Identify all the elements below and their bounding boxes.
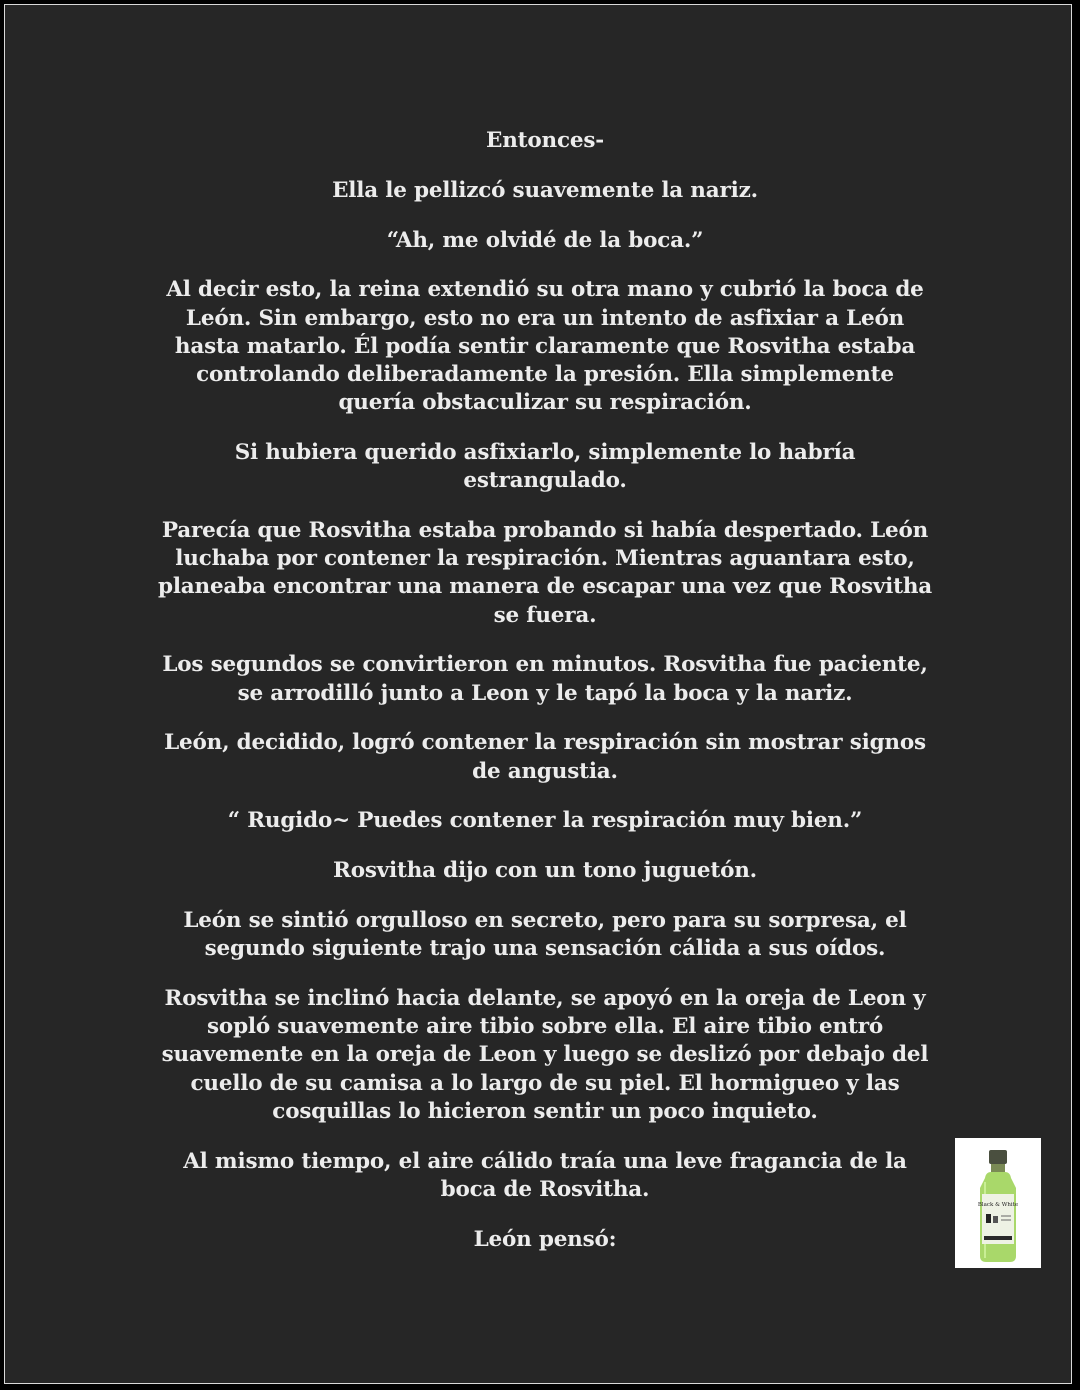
paragraph: Al mismo tiempo, el aire cálido traía una leve fragancia de la boca de Rosvitha.	[183, 1148, 907, 1202]
document-page	[4, 4, 1072, 1384]
paragraph: León pensó:	[473, 1226, 617, 1252]
paragraph: León se sintió orgulloso en secreto, pero para su sorpresa, el segundo siguiente trajo una sensación cálida a sus oídos.	[183, 908, 907, 962]
paragraph: Parecía que Rosvitha estaba probando si había despertado. León luchaba por contener la respiración. Mientras aguantara esto, planeaba encontrar una manera de escapar una vez que Rosvitha se fuera.	[157, 518, 933, 628]
paragraph: Al decir esto, la reina extendió su otra mano y cubrió la boca de León. Sin embargo, esto no era un intento de asfixiar a León hasta matarlo. Él podía sentir claramente que Rosvitha estaba controlando deliberadamente la presión. Ella simplemente quería obstaculizar su respiración.	[166, 277, 924, 416]
paragraph: Entonces-	[486, 128, 604, 153]
paragraph: “ Rugido~ Puedes contener la respiración muy bien.”	[227, 808, 863, 834]
brand-label: Black & White	[977, 1202, 1019, 1208]
paragraph: Los segundos se convirtieron en minutos. Rosvitha fue paciente, se arrodilló junto a Leon y le tapó la boca y la nariz.	[162, 652, 928, 706]
story-text	[155, 127, 935, 1275]
whisky-bottle-icon	[955, 1138, 1041, 1268]
paragraph: Si hubiera querido asfixiarlo, simplemente lo habría estrangulado.	[234, 440, 856, 494]
paragraph: León, decidido, logró contener la respiración sin mostrar signos de angustia.	[164, 730, 926, 784]
paragraph: Rosvitha se inclinó hacia delante, se apoyó en la oreja de Leon y sopló suavemente aire tibio sobre ella. El aire tibio entró suavemente en la oreja de Leon y luego se deslizó por debajo del cuello de su camisa a lo largo de su piel. El hormigueo y las cosquillas lo hicieron sentir un poco inquieto.	[161, 986, 929, 1124]
ad-image[interactable]	[955, 1138, 1041, 1268]
paragraph: Rosvitha dijo con un tono juguetón.	[333, 858, 757, 884]
paragraph: Ella le pellizcó suavemente la nariz.	[332, 177, 758, 203]
paragraph: “Ah, me olvidé de la boca.”	[386, 227, 704, 253]
